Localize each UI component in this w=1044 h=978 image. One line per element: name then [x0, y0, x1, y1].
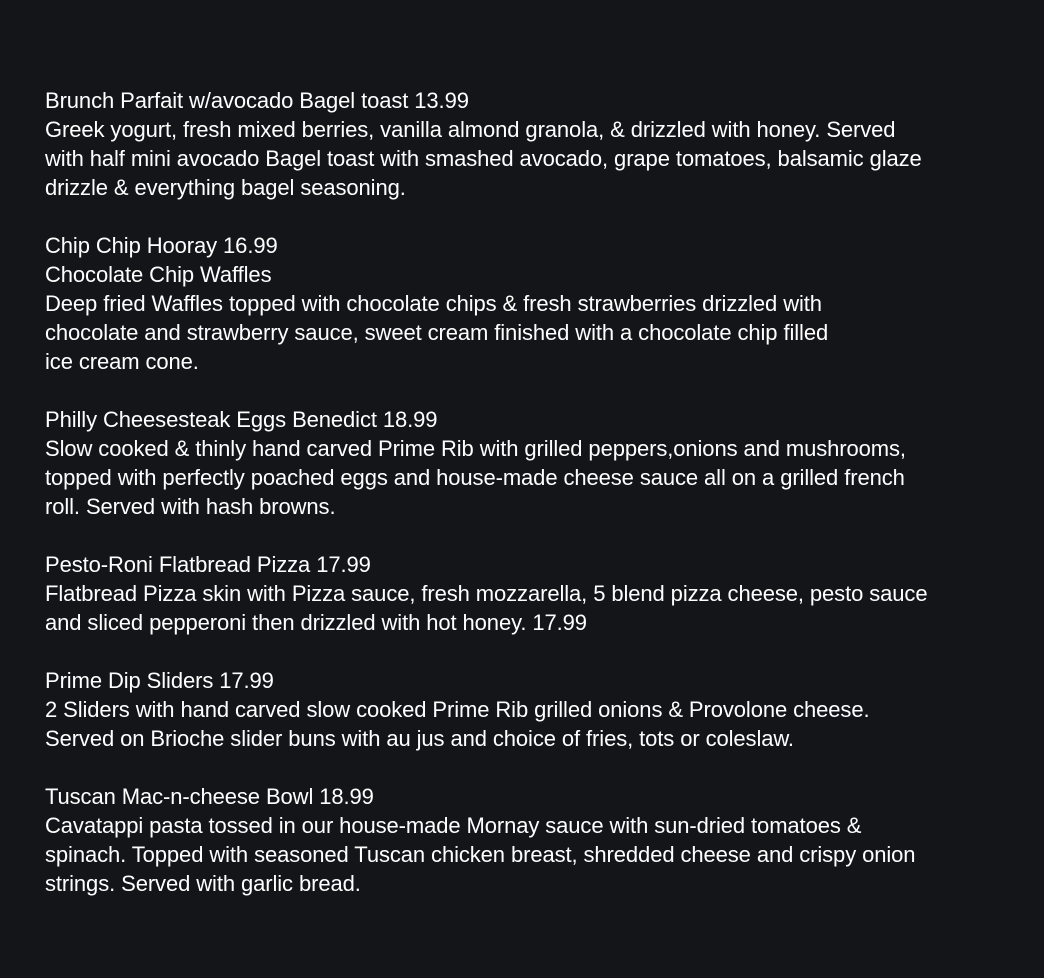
item-title: Pesto-Roni Flatbread Pizza 17.99	[45, 552, 371, 577]
item-description-line: Greek yogurt, fresh mixed berries, vanilla almond granola, & drizzled with honey. Served	[45, 117, 896, 142]
item-description-line: topped with perfectly poached eggs and house-made cheese sauce all on a grilled french	[45, 465, 905, 490]
item-description-line: 2 Sliders with hand carved slow cooked Prime Rib grilled onions & Provolone cheese.	[45, 697, 870, 722]
item-description-line: Deep fried Waffles topped with chocolate chips & fresh strawberries drizzled with	[45, 291, 822, 316]
item-description-line: ice cream cone.	[45, 349, 199, 374]
menu-item-tuscan-mac-n-cheese	[45, 782, 1040, 898]
item-description-line: Flatbread Pizza skin with Pizza sauce, fresh mozzarella, 5 blend pizza cheese, pesto sauce	[45, 581, 928, 606]
menu-item-chip-chip-hooray	[45, 231, 1040, 376]
menu-item-prime-dip-sliders	[45, 666, 1040, 753]
item-title: Philly Cheesesteak Eggs Benedict 18.99	[45, 407, 438, 432]
item-description-line: drizzle & everything bagel seasoning.	[45, 175, 406, 200]
menu-item-brunch-parfait	[45, 86, 1040, 202]
item-subtitle: Chocolate Chip Waffles	[45, 262, 272, 287]
menu-list	[45, 86, 1040, 927]
item-title: Chip Chip Hooray 16.99	[45, 233, 278, 258]
item-description-line: strings. Served with garlic bread.	[45, 871, 361, 896]
item-title: Prime Dip Sliders 17.99	[45, 668, 274, 693]
item-title: Tuscan Mac-n-cheese Bowl 18.99	[45, 784, 374, 809]
menu-item-philly-benedict	[45, 405, 1040, 521]
item-description-line: Served on Brioche slider buns with au jus and choice of fries, tots or coleslaw.	[45, 726, 794, 751]
item-description-line: Cavatappi pasta tossed in our house-made Mornay sauce with sun-dried tomatoes &	[45, 813, 862, 838]
item-description-line: Slow cooked & thinly hand carved Prime Rib with grilled peppers,onions and mushrooms,	[45, 436, 906, 461]
item-description-line: spinach. Topped with seasoned Tuscan chicken breast, shredded cheese and crispy onion	[45, 842, 916, 867]
item-description-line: with half mini avocado Bagel toast with smashed avocado, grape tomatoes, balsamic glaze	[45, 146, 922, 171]
item-description-line: roll. Served with hash browns.	[45, 494, 336, 519]
item-description-line: and sliced pepperoni then drizzled with hot honey. 17.99	[45, 610, 587, 635]
item-title: Brunch Parfait w/avocado Bagel toast 13.99	[45, 88, 469, 113]
item-description-line: chocolate and strawberry sauce, sweet cream finished with a chocolate chip filled	[45, 320, 829, 345]
menu-item-pesto-roni-pizza	[45, 550, 1040, 637]
